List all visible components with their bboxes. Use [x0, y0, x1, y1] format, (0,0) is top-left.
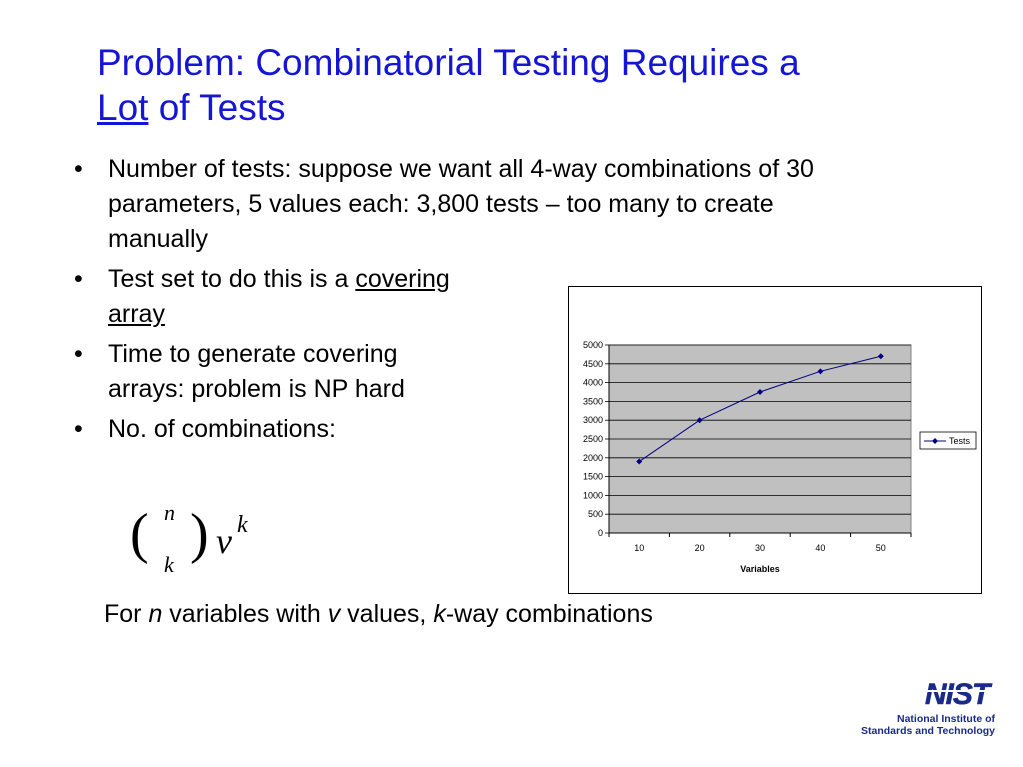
- chart-frame: [568, 286, 982, 594]
- bullet-item: [70, 412, 468, 447]
- formula-k: k: [164, 552, 174, 577]
- bullet-dot: •: [74, 415, 83, 443]
- y-tick-label: 4000: [582, 377, 603, 388]
- y-tick-label: 2000: [582, 452, 603, 463]
- title-part1: Problem: Combinatorial Testing Requires a: [97, 42, 800, 83]
- y-tick-label: 0: [597, 528, 603, 538]
- y-tick-label: 500: [587, 509, 603, 520]
- nist-name-line1: National Institute of: [897, 713, 995, 725]
- x-tick-label: 40: [815, 543, 826, 553]
- x-tick-label: 20: [694, 543, 705, 553]
- y-tick-label: 1000: [582, 490, 603, 501]
- nist-logo-graphic: [845, 676, 1005, 738]
- caption-part3: values,: [340, 600, 434, 628]
- bullet-text: Number of tests: suppose we want all 4-way combinations of 30 parameters, 5 values each: 3,800 tests – too many to create manually: [108, 155, 814, 253]
- bullet-item: [70, 262, 468, 332]
- bullet-dot: •: [74, 340, 83, 368]
- y-tick-label: 4500: [582, 358, 603, 369]
- x-tick-label: 10: [634, 543, 645, 553]
- bullet-text: No. of combinations:: [108, 415, 336, 443]
- line-chart: [569, 287, 981, 593]
- x-tick-label: 30: [754, 543, 766, 553]
- title-underlined-word: Lot: [97, 87, 149, 128]
- title-part2: of Tests: [148, 87, 286, 128]
- bullet-underlined-text: covering array: [108, 265, 450, 328]
- nist-logo: [845, 676, 1005, 738]
- y-tick-label: 1500: [582, 471, 603, 482]
- formula-v: v: [216, 521, 232, 561]
- y-tick-label: 5000: [582, 340, 603, 350]
- bullet-dot: •: [74, 265, 83, 293]
- caption-part4: -way combinations: [445, 600, 653, 628]
- caption-part2: variables with: [162, 600, 328, 628]
- bullet-item: [70, 337, 468, 407]
- legend: [920, 432, 976, 449]
- formula-caption: [104, 600, 653, 629]
- caption-k: k: [433, 600, 446, 628]
- bullet-text: Test set to do this is a: [108, 265, 356, 293]
- x-axis-ticks: [609, 533, 911, 553]
- legend-label: Tests: [949, 436, 971, 446]
- y-tick-label: 2500: [582, 434, 603, 444]
- bullet-item: [70, 152, 868, 257]
- slide-title: [97, 40, 957, 130]
- nist-wordmark: NIST: [924, 678, 990, 711]
- bullet-dot: •: [74, 155, 83, 183]
- x-tick-label: 50: [875, 543, 886, 553]
- formula-exponent: k: [237, 512, 248, 538]
- bullet-text: Time to generate covering arrays: problem is NP hard: [108, 340, 405, 403]
- x-axis-label: Variables: [740, 564, 780, 574]
- y-tick-label: 3000: [582, 415, 603, 426]
- formula-n: n: [164, 500, 175, 525]
- y-axis-ticks: [583, 340, 609, 538]
- y-tick-label: 3500: [582, 396, 603, 407]
- caption-n: n: [148, 600, 163, 628]
- formula-close-paren: ): [190, 503, 209, 565]
- formula-open-paren: (: [130, 503, 149, 565]
- caption-part1: For: [104, 600, 149, 628]
- combinations-formula: [126, 498, 286, 588]
- caption-v: v: [327, 600, 341, 628]
- nist-name-line2: Standards and Technology: [861, 725, 995, 737]
